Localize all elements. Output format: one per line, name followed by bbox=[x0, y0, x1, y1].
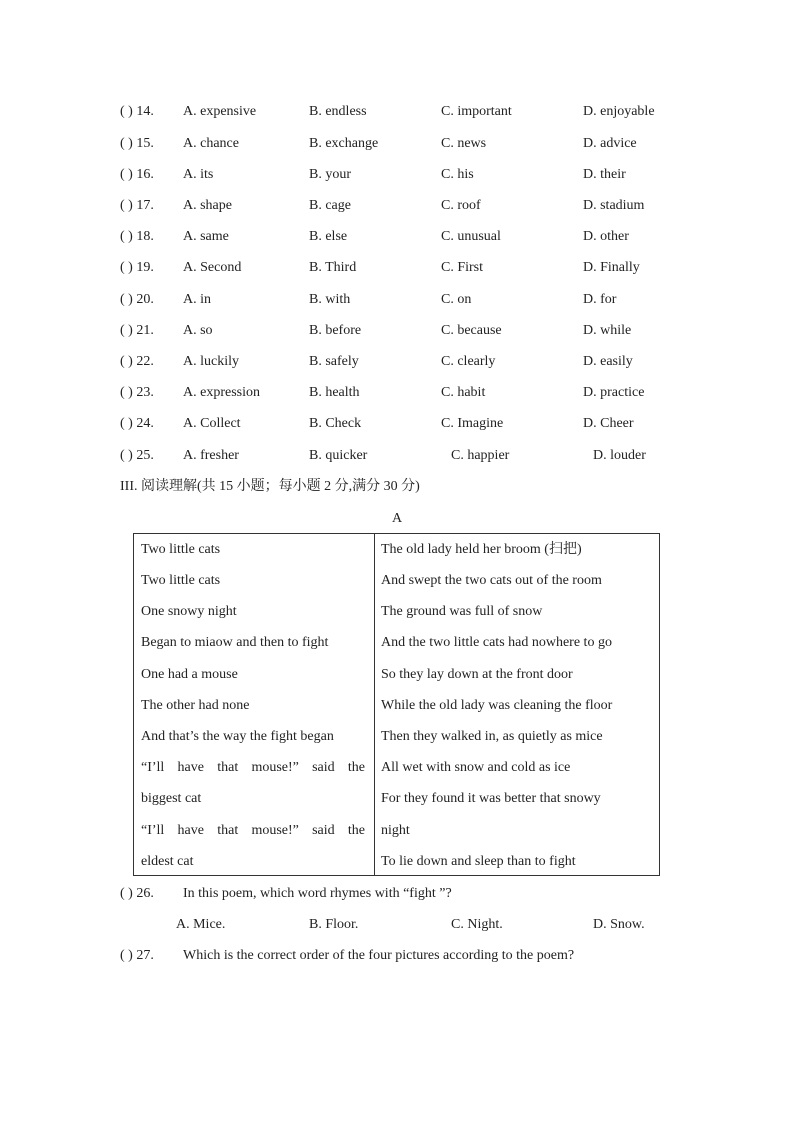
question-number: ( ) 27. bbox=[120, 948, 154, 963]
question-number: ( ) 21. bbox=[120, 323, 154, 338]
option-b: B. Check bbox=[309, 416, 362, 431]
poem-line-right: The old lady held her broom (扫把) bbox=[381, 542, 582, 557]
option-a: A. so bbox=[183, 323, 213, 338]
option-c: C. happier bbox=[451, 448, 510, 463]
option-c: C. habit bbox=[441, 385, 486, 400]
question-number: ( ) 24. bbox=[120, 416, 154, 431]
option-d: D. Finally bbox=[583, 260, 640, 275]
poem-line-left: biggest cat bbox=[141, 791, 202, 806]
question-row-14 bbox=[0, 102, 794, 122]
poem-line-right: The ground was full of snow bbox=[381, 604, 543, 619]
poem-line-right: While the old lady was cleaning the floor bbox=[381, 698, 613, 713]
option-a: A. luckily bbox=[183, 354, 239, 369]
option-c: C. news bbox=[441, 136, 487, 151]
poem-line-left: One had a mouse bbox=[141, 667, 238, 682]
option-d: D. louder bbox=[593, 448, 646, 463]
poem-line-right: And swept the two cats out of the room bbox=[381, 573, 602, 588]
option-a: A. Collect bbox=[183, 416, 241, 431]
poem-line-right: And the two little cats had nowhere to go bbox=[381, 635, 612, 650]
option-c: C. unusual bbox=[441, 229, 501, 244]
option-c: C. on bbox=[441, 292, 472, 307]
option-a: A. Mice. bbox=[176, 917, 226, 932]
question-row-19 bbox=[0, 258, 794, 278]
question-row-15 bbox=[0, 134, 794, 154]
poem-line-left: One snowy night bbox=[141, 604, 237, 619]
question-number: ( ) 18. bbox=[120, 229, 154, 244]
option-b: B. cage bbox=[309, 198, 351, 213]
option-d: D. other bbox=[583, 229, 629, 244]
question-text: In this poem, which word rhymes with “fight ”? bbox=[183, 886, 452, 901]
question-row-18 bbox=[0, 227, 794, 247]
question-number: ( ) 23. bbox=[120, 385, 154, 400]
poem-line-right: Then they walked in, as quietly as mice bbox=[381, 729, 603, 744]
poem-line-left: Two little cats bbox=[141, 542, 221, 557]
poem-line-left: “I’ll have that mouse!” said the bbox=[141, 760, 365, 775]
option-c: C. clearly bbox=[441, 354, 496, 369]
question-row-16 bbox=[0, 165, 794, 185]
question-row-25 bbox=[0, 446, 794, 466]
poem-table bbox=[133, 533, 660, 876]
question-number: ( ) 17. bbox=[120, 198, 154, 213]
question-row-21 bbox=[0, 321, 794, 341]
option-b: B. with bbox=[309, 292, 351, 307]
question-row-23 bbox=[0, 383, 794, 403]
passage-label: A bbox=[391, 511, 403, 526]
option-d: D. easily bbox=[583, 354, 633, 369]
question-number: ( ) 20. bbox=[120, 292, 154, 307]
option-b: B. exchange bbox=[309, 136, 379, 151]
option-b: B. Third bbox=[309, 260, 357, 275]
question-row-20 bbox=[0, 290, 794, 310]
question-text: Which is the correct order of the four pictures according to the poem? bbox=[183, 948, 575, 963]
poem-line-left: And that’s the way the fight began bbox=[141, 729, 334, 744]
option-b: B. your bbox=[309, 167, 351, 182]
option-c: C. roof bbox=[441, 198, 481, 213]
question-number: ( ) 15. bbox=[120, 136, 154, 151]
poem-line-right: For they found it was better that snowy bbox=[381, 791, 601, 806]
option-d: D. practice bbox=[583, 385, 645, 400]
question-row-27 bbox=[0, 946, 794, 966]
option-c: C. First bbox=[441, 260, 484, 275]
question-row-26 bbox=[0, 884, 794, 904]
poem-line-left: Two little cats bbox=[141, 573, 221, 588]
option-a: A. shape bbox=[183, 198, 232, 213]
option-b: B. before bbox=[309, 323, 362, 338]
poem-line-right: All wet with snow and cold as ice bbox=[381, 760, 571, 775]
option-b: B. endless bbox=[309, 104, 367, 119]
question-row-24 bbox=[0, 414, 794, 434]
option-a: A. chance bbox=[183, 136, 239, 151]
option-c: C. his bbox=[441, 167, 474, 182]
poem-line-right: night bbox=[381, 823, 410, 838]
option-d: D. enjoyable bbox=[583, 104, 655, 119]
poem-line-right: To lie down and sleep than to fight bbox=[381, 854, 576, 869]
option-a: A. its bbox=[183, 167, 214, 182]
option-a: A. in bbox=[183, 292, 211, 307]
option-d: D. their bbox=[583, 167, 626, 182]
option-c: C. because bbox=[441, 323, 502, 338]
option-c: C. Night. bbox=[451, 917, 503, 932]
poem-line-left: “I’ll have that mouse!” said the bbox=[141, 823, 365, 838]
option-d: D. for bbox=[583, 292, 617, 307]
question-number: ( ) 26. bbox=[120, 886, 154, 901]
question-row-17 bbox=[0, 196, 794, 216]
answer-options-26 bbox=[0, 915, 794, 935]
option-a: A. fresher bbox=[183, 448, 239, 463]
poem-line-right: So they lay down at the front door bbox=[381, 667, 573, 682]
option-b: B. Floor. bbox=[309, 917, 359, 932]
option-d: D. advice bbox=[583, 136, 637, 151]
question-number: ( ) 16. bbox=[120, 167, 154, 182]
option-a: A. expression bbox=[183, 385, 260, 400]
option-c: C. important bbox=[441, 104, 512, 119]
option-d: D. Cheer bbox=[583, 416, 634, 431]
option-a: A. expensive bbox=[183, 104, 257, 119]
question-number: ( ) 25. bbox=[120, 448, 154, 463]
option-b: B. safely bbox=[309, 354, 359, 369]
option-c: C. Imagine bbox=[441, 416, 504, 431]
option-d: D. while bbox=[583, 323, 632, 338]
option-a: A. Second bbox=[183, 260, 242, 275]
option-b: B. else bbox=[309, 229, 348, 244]
section-heading: III. 阅读理解(共 15 小题；每小题 2 分,满分 30 分) bbox=[120, 479, 420, 494]
option-b: B. health bbox=[309, 385, 360, 400]
question-row-22 bbox=[0, 352, 794, 372]
option-b: B. quicker bbox=[309, 448, 368, 463]
question-number: ( ) 19. bbox=[120, 260, 154, 275]
poem-line-left: The other had none bbox=[141, 698, 250, 713]
question-number: ( ) 22. bbox=[120, 354, 154, 369]
option-d: D. Snow. bbox=[593, 917, 645, 932]
table-divider bbox=[374, 534, 375, 875]
poem-line-left: eldest cat bbox=[141, 854, 194, 869]
poem-line-left: Began to miaow and then to fight bbox=[141, 635, 329, 650]
question-number: ( ) 14. bbox=[120, 104, 154, 119]
option-a: A. same bbox=[183, 229, 229, 244]
option-d: D. stadium bbox=[583, 198, 645, 213]
